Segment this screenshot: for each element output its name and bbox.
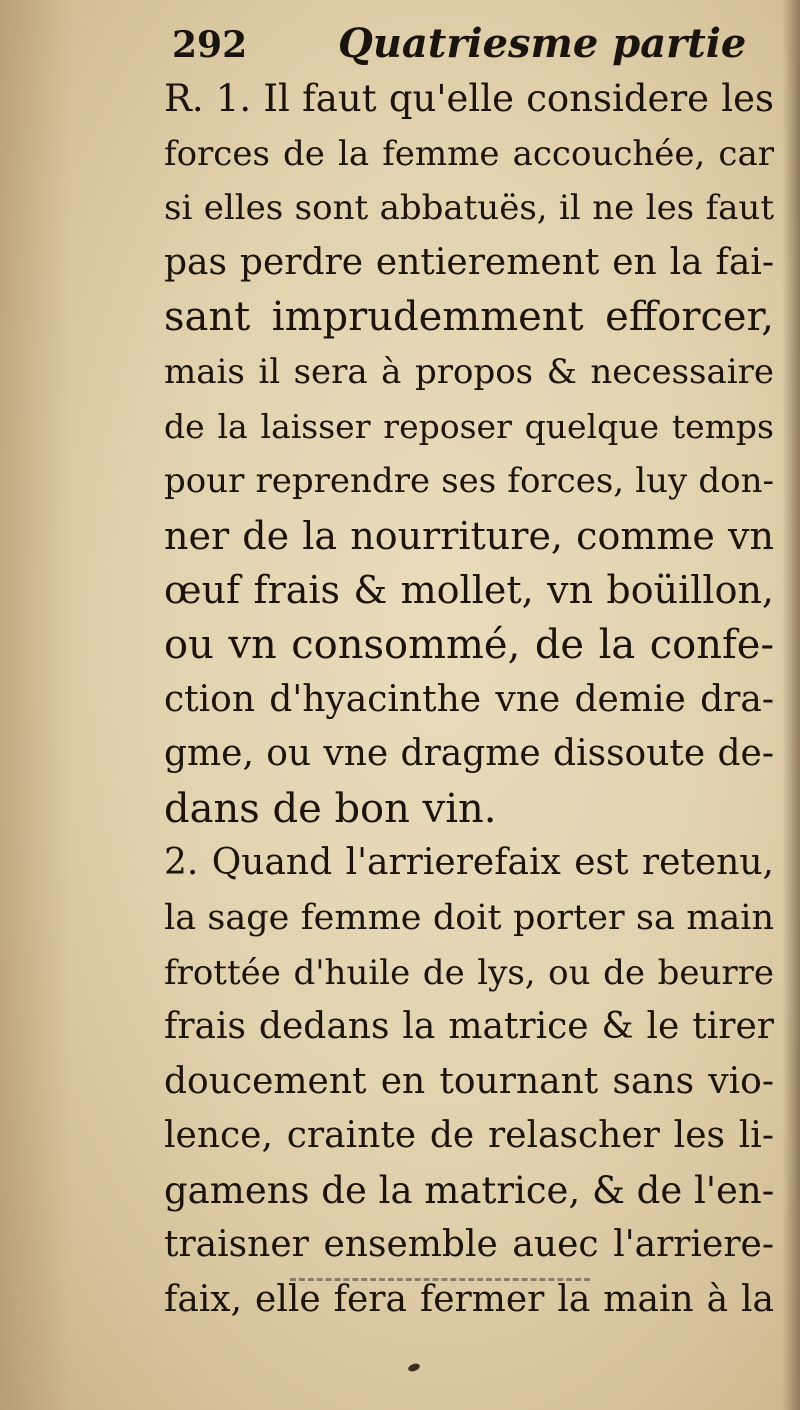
text-line: la sage femme doit porter sa main <box>164 897 774 938</box>
text-line: doucement en tournant sans vio- <box>164 1060 774 1102</box>
text-line: traisner ensemble auec l'arriere- <box>164 1224 774 1266</box>
text-line: si elles sont abbatuës, il ne les faut <box>164 188 774 229</box>
text-line: frais dedans la matrice & le tirer <box>164 1006 774 1048</box>
page-edge-shadow <box>782 0 800 1410</box>
ink-mark <box>407 1362 421 1373</box>
text-line: pas perdre entierement en la fai- <box>164 241 774 283</box>
text-line: frottée d'huile de lys, ou de beurre <box>164 952 774 993</box>
text-line: sant imprudemment efforcer, <box>164 294 774 341</box>
text-line: gme, ou vne dragme dissoute de- <box>164 733 774 775</box>
text-line: pour reprendre ses forces, luy don- <box>164 461 774 502</box>
text-line: dans de bon vin. <box>164 785 497 832</box>
text-line: forces de la femme accouchée, car <box>164 133 774 174</box>
text-line: mais il sera à propos & necessaire <box>164 351 774 392</box>
page-number: 292 <box>172 24 248 66</box>
text-line: ction d'hyacinthe vne demie dra- <box>164 678 774 720</box>
text-line: 2. Quand l'arrierefaix est retenu, <box>164 842 774 884</box>
text-line: faix, elle fera fermer la main à la <box>164 1279 774 1321</box>
running-title: Quatriesme partie <box>338 20 747 67</box>
text-line: de la laisser reposer quelque temps <box>164 406 774 446</box>
text-line: œuf frais & mollet, vn boüillon, <box>164 568 774 613</box>
text-line: gamens de la matrice, & de l'en- <box>164 1168 775 1212</box>
text-line: R. 1. Il faut qu'elle considere les <box>164 77 774 120</box>
text-line: ner de la nourriture, comme vn <box>164 513 774 558</box>
text-line: lence, crainte de relascher les li- <box>164 1115 774 1157</box>
gutter-shadow <box>0 0 70 1410</box>
page-header <box>168 10 768 74</box>
body-text <box>164 72 774 1328</box>
bleed-through-marks <box>290 1278 590 1287</box>
text-line: ou vn consommé, de la confe- <box>164 621 774 668</box>
